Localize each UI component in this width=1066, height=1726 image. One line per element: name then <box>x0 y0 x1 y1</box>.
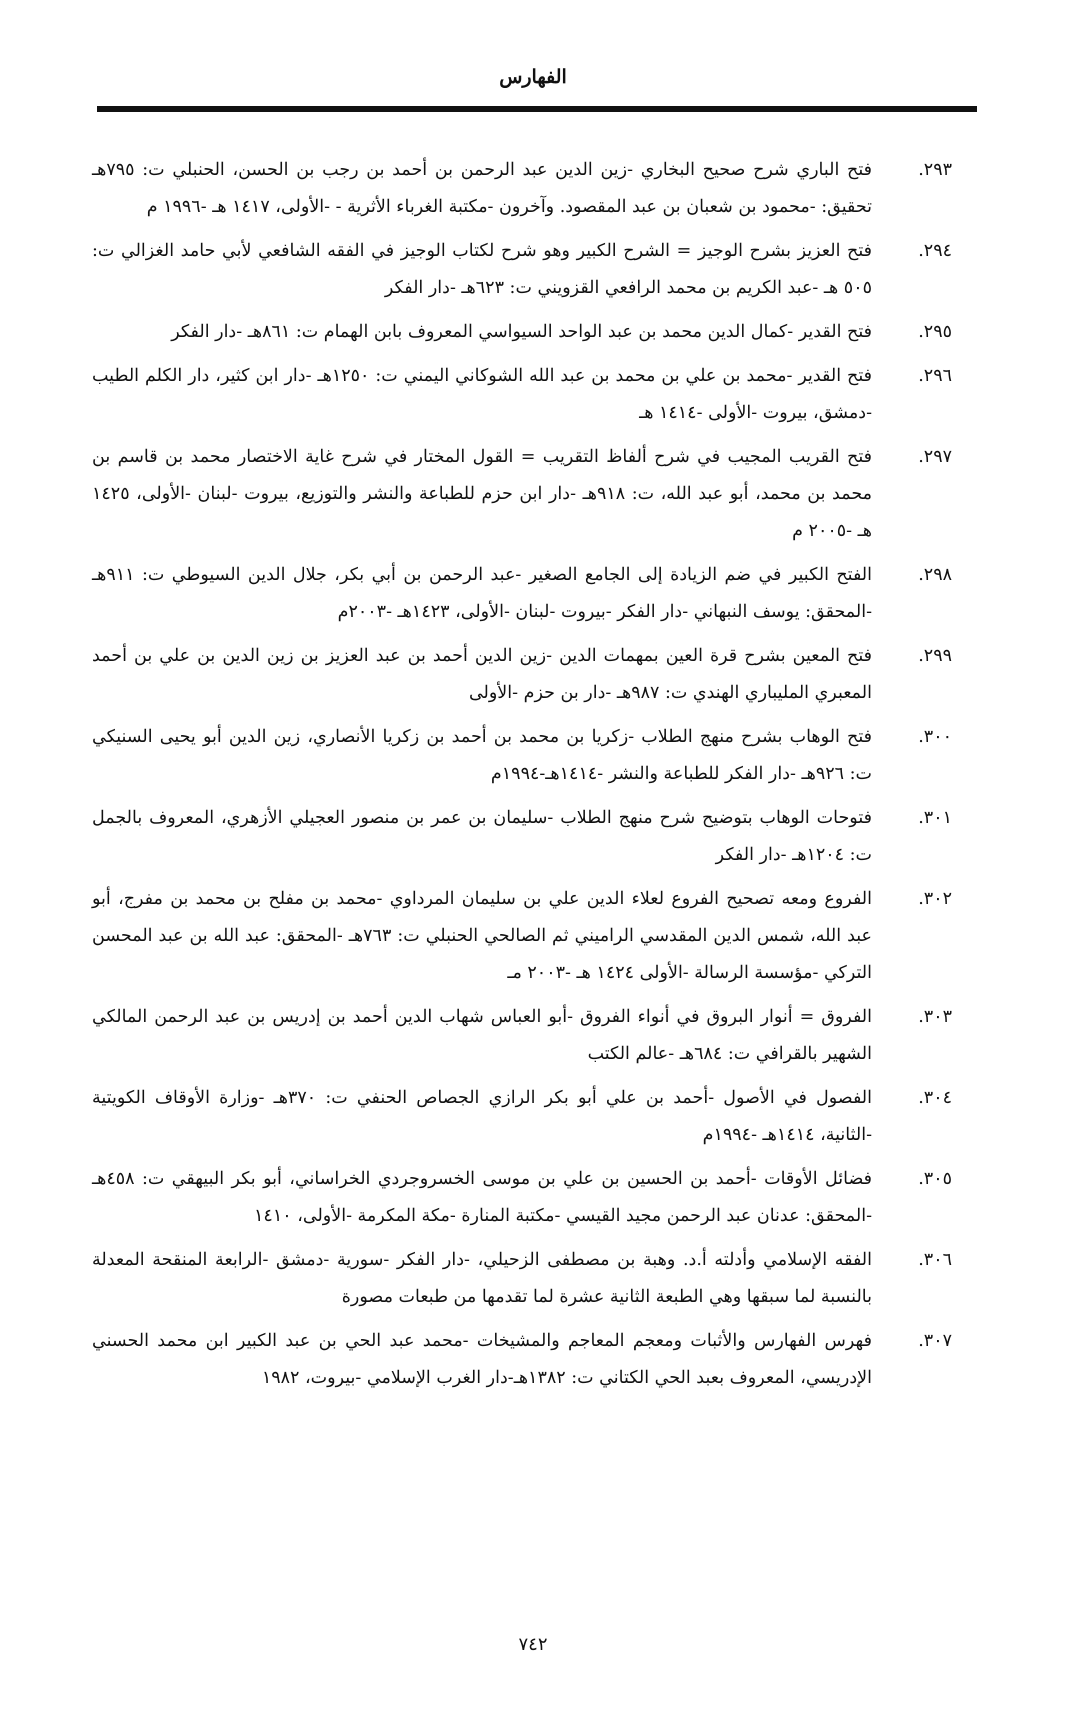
entry-number: ٣٠٠. <box>918 727 952 747</box>
page-header-title: الفهارس <box>499 66 567 88</box>
bibliography-entry <box>92 1323 952 1397</box>
entry-text: فتح القدير -كمال الدين محمد بن عبد الواحد السيواسي المعروف بابن الهمام ت: ٨٦١هـ -دار الفكر <box>171 322 872 342</box>
entry-number: ٣٠١. <box>918 808 952 828</box>
entry-number: ٣٠٧. <box>918 1331 952 1351</box>
entry-text: الفصول في الأصول -أحمد بن علي أبو بكر الرازي الجصاص الحنفي ت: ٣٧٠هـ -وزارة الأوقاف الكويتية -الثانية، ١٤١٤هـ -١٩٩٤م <box>92 1088 872 1145</box>
entry-number: ٢٩٩. <box>918 646 952 666</box>
entry-number: ٢٩٨. <box>918 565 952 585</box>
entry-number: ٣٠٤. <box>918 1088 952 1108</box>
bibliography-entry <box>92 1242 952 1316</box>
bibliography-entry <box>92 1080 952 1154</box>
entry-number: ٣٠٦. <box>918 1250 952 1270</box>
entry-text: الفروق = أنوار البروق في أنواء الفروق -أبو العباس شهاب الدين أحمد بن إدريس بن عبد الرحمن المالكي الشهير بالقرافي ت: ٦٨٤هـ -عالم الكتب <box>92 1007 872 1064</box>
entry-number: ٣٠٣. <box>918 1007 952 1027</box>
bibliography-entry <box>92 1161 952 1235</box>
bibliography-list <box>92 152 952 1404</box>
bibliography-entry <box>92 358 952 432</box>
entry-text: فهرس الفهارس والأثبات ومعجم المعاجم والمشيخات -محمد عبد الحي بن عبد الكبير ابن محمد الحسني الإدريسي، المعروف بعبد الحي الكتاني ت: ١٣٨٢هـ-دار الغرب الإسلامي -بيروت، ١٩٨٢ <box>92 1331 872 1388</box>
entry-text: فتح الوهاب بشرح منهج الطلاب -زكريا بن محمد بن أحمد بن زكريا الأنصاري، زين الدين أبو يحيى السنيكي ت: ٩٢٦هـ -دار الفكر للطباعة والنشر -١٤١٤هـ-١٩٩٤م <box>92 727 872 784</box>
bibliography-entry <box>92 439 952 550</box>
entry-number: ٢٩٦. <box>918 366 952 386</box>
page-number: ٧٤٢ <box>518 1634 548 1655</box>
bibliography-entry <box>92 800 952 874</box>
entry-number: ٢٩٤. <box>918 241 952 261</box>
bibliography-entry <box>92 881 952 992</box>
bibliography-entry <box>92 314 952 351</box>
entry-number: ٢٩٣. <box>918 160 952 180</box>
entry-text: فتح العزيز بشرح الوجيز = الشرح الكبير وهو شرح لكتاب الوجيز في الفقه الشافعي لأبي حامد الغزالي ت: ٥٠٥ هـ -عبد الكريم بن محمد الرافعي القزويني ت: ٦٢٣هـ -دار الفكر <box>92 241 872 298</box>
entry-number: ٣٠٢. <box>918 889 952 909</box>
bibliography-entry <box>92 638 952 712</box>
entry-text: الفروع ومعه تصحيح الفروع لعلاء الدين علي بن سليمان المرداوي -محمد بن مفلح بن محمد بن مفرج، أبو عبد الله، شمس الدين المقدسي الراميني ثم الصالحي الحنبلي ت: ٧٦٣هـ -المحقق: عبد الله بن عبد المحسن التركي -مؤسسة الرسالة -الأولى ١٤٢٤ هـ -٢٠٠٣ مـ <box>92 889 872 983</box>
entry-text: فتح القدير -محمد بن علي بن محمد بن عبد الله الشوكاني اليمني ت: ١٢٥٠هـ -دار ابن كثير، دار الكلم الطيب -دمشق، بيروت -الأولى -١٤١٤ هـ <box>92 366 872 423</box>
bibliography-entry <box>92 999 952 1073</box>
bibliography-entry <box>92 557 952 631</box>
entry-text: الفقه الإسلامي وأدلته أ.د. وهبة بن مصطفى الزحيلي، -دار الفكر -سورية -دمشق -الرابعة المنقحة المعدلة بالنسبة لما سبقها وهي الطبعة الثانية عشرة لما تقدمها من طبعات مصورة <box>92 1250 872 1307</box>
header-divider <box>97 106 977 112</box>
entry-text: فتح الباري شرح صحيح البخاري -زين الدين عبد الرحمن بن أحمد بن رجب بن الحسن، الحنبلي ت: ٧٩٥هـ تحقيق: -محمود بن شعبان بن عبد المقصود. وآخرون -مكتبة الغرباء الأثرية - -الأولى، ١٤١٧ هـ -١٩٩٦ م <box>92 160 873 217</box>
bibliography-entry <box>92 152 952 226</box>
entry-text: الفتح الكبير في ضم الزيادة إلى الجامع الصغير -عبد الرحمن بن أبي بكر، جلال الدين السيوطي ت: ٩١١هـ -المحقق: يوسف النبهاني -دار الفكر -بيروت -لبنان -الأولى، ١٤٢٣هـ -٢٠٠٣م <box>92 565 872 622</box>
entry-text: فضائل الأوقات -أحمد بن الحسين بن علي بن موسى الخسروجردي الخراساني، أبو بكر البيهقي ت: ٤٥٨هـ -المحقق: عدنان عبد الرحمن مجيد القيسي -مكتبة المنارة -مكة المكرمة -الأولى، ١٤١٠ <box>92 1169 872 1226</box>
entry-text: فتح القريب المجيب في شرح ألفاظ التقريب = القول المختار في شرح غاية الاختصار محمد بن قاسم بن محمد بن محمد، أبو عبد الله، ت: ٩١٨هـ -دار ابن حزم للطباعة والنشر والتوزيع، بيروت -لبنان -الأولى، ١٤٢٥ هـ -٢٠٠٥ م <box>92 447 873 541</box>
entry-number: ٢٩٧. <box>918 447 952 467</box>
entry-number: ٣٠٥. <box>918 1169 952 1189</box>
bibliography-entry <box>92 233 952 307</box>
entry-number: ٢٩٥. <box>918 322 952 342</box>
entry-text: فتوحات الوهاب بتوضيح شرح منهج الطلاب -سليمان بن عمر بن منصور العجيلي الأزهري، المعروف بالجمل ت: ١٢٠٤هـ -دار الفكر <box>92 808 872 865</box>
entry-text: فتح المعين بشرح قرة العين بمهمات الدين -زين الدين أحمد بن عبد العزيز بن زين الدين بن علي بن أحمد المعبري المليباري الهندي ت: ٩٨٧هـ -دار بن حزم -الأولى <box>92 646 872 703</box>
bibliography-entry <box>92 719 952 793</box>
